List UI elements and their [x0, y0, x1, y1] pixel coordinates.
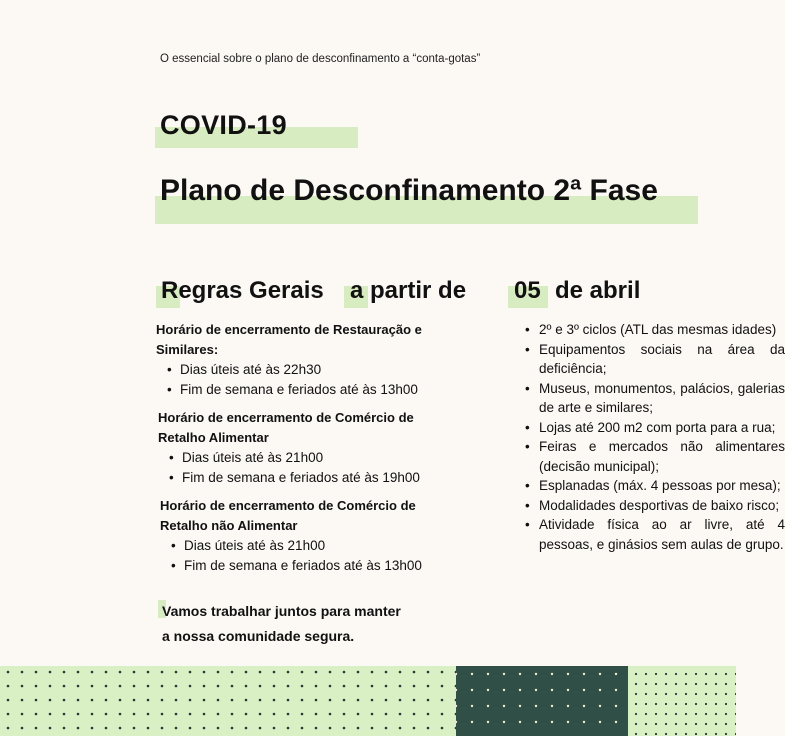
- section-title-regras: Regras Gerais: [161, 277, 324, 304]
- list-item: • Dias úteis até às 21h00: [184, 536, 460, 556]
- subtitle: O essencial sobre o plano de desconfinamento a “conta-gotas”: [160, 53, 481, 65]
- list-item: • Fim de semana e feriados até às 19h00: [182, 468, 458, 488]
- list-item: • Modalidades desportivas de baixo risco;: [525, 496, 785, 516]
- rule-title: Horário de encerramento de Comércio de Retalho Alimentar: [158, 410, 414, 445]
- list-item: • Atividade física ao ar livre, até 4 pessoas, e ginásios sem aulas de grupo.: [525, 515, 785, 554]
- rule-block-retalho-nao-alimentar: [160, 496, 460, 576]
- rule-block-restauracao: [156, 320, 456, 400]
- list-item: • Fim de semana e feriados até às 13h00: [180, 380, 456, 400]
- list-item: • Museus, monumentos, palácios, galerias de arte e similares;: [525, 379, 785, 418]
- reopening-list: [525, 320, 785, 554]
- page-title: Plano de Desconfinamento 2ª Fase: [160, 174, 658, 207]
- section-date-number: 05: [514, 277, 541, 304]
- list-item: • Dias úteis até às 22h30: [180, 360, 456, 380]
- footer-dot-pattern: [0, 666, 736, 736]
- rule-block-retalho-alimentar: [158, 408, 458, 488]
- list-item: • Esplanadas (máx. 4 pessoas por mesa);: [525, 476, 785, 496]
- rule-title: Horário de encerramento de Restauração e Similares:: [156, 322, 422, 357]
- cta-line-2: a nossa comunidade segura.: [162, 628, 355, 644]
- list-item: • Lojas até 200 m2 com porta para a rua;: [525, 418, 785, 438]
- list-item: • Equipamentos sociais na área da deficiência;: [525, 340, 785, 379]
- cta-line-1: Vamos trabalhar juntos para manter: [162, 603, 401, 619]
- section-date-month: de abril: [555, 277, 641, 304]
- list-item: • Fim de semana e feriados até às 13h00: [184, 556, 460, 576]
- section-title-partir: a partir de: [350, 277, 467, 304]
- list-item: • 2º e 3º ciclos (ATL das mesmas idades): [525, 320, 785, 340]
- list-item: • Feiras e mercados não alimentares (decisão municipal);: [525, 437, 785, 476]
- rule-title: Horário de encerramento de Comércio de Retalho não Alimentar: [160, 498, 416, 533]
- list-item: • Dias úteis até às 21h00: [182, 448, 458, 468]
- covid-heading: COVID-19: [160, 110, 287, 140]
